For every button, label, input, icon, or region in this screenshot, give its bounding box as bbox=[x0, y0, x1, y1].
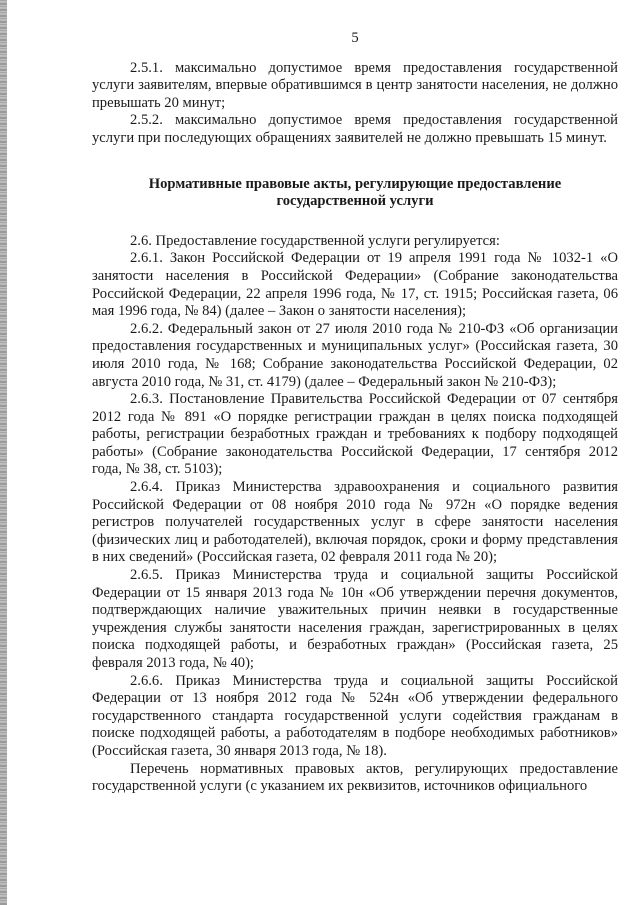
paragraph-2-6: 2.6. Предоставление государственной услуги регулируется: bbox=[130, 232, 500, 249]
paragraph-list-intro: Перечень нормативных правовых актов, регулирующих предоставление государственной услуги (с указанием их реквизитов, источников официального bbox=[92, 760, 618, 795]
paragraph-2-5-2: 2.5.2. максимально допустимое время предоставления государственной услуги при последующих обращениях заявителей не должно превышать 15 минут. bbox=[92, 112, 618, 146]
paragraph-2-6-1: 2.6.1. Закон Российской Федерации от 19 апреля 1991 года № 1032-1 «О занятости населения в Российской Федерации» (Собрание законодательства Российской Федерации, 22 апреля 1996 года, № 17, ст. 1915; Российская газета, 06 мая 1996 года, № 84) (далее – Закон о занятости населения); bbox=[92, 250, 618, 320]
paragraph-2-6-4: 2.6.4. Приказ Министерства здравоохранения и социального развития Российской Федерации от 08 ноября 2010 года № 972н «О порядке ведения регистров получателей государственных услуг в сфере занятости населения (физических лиц и работодателей), включая порядок, сроки и форму представления в них сведений» (Российская газета, 02 февраля 2011 года № 20); bbox=[92, 479, 618, 566]
paragraph-2-5-1: 2.5.1. максимально допустимое время предоставления государственной услуги заявителям, впервые обратившимся в центр занятости населения, не должно превышать 20 минут; bbox=[92, 59, 618, 111]
section-heading: Нормативные правовые акты, регулирующие предоставление государственной услуги bbox=[148, 175, 562, 210]
page-number: 5 bbox=[351, 30, 359, 46]
document-page bbox=[92, 30, 618, 796]
paragraph-2-6-2: 2.6.2. Федеральный закон от 27 июля 2010 года № 210-ФЗ «Об организации предоставления государственных и муниципальных услуг» (Российская газета, 30 июля 2010 года, № 168; Собрание законодательства Российской Федерации, 02 августа 2010 года, № 31, ст. 4179) (далее – Федеральный закон № 210-ФЗ); bbox=[92, 320, 618, 390]
scan-edge bbox=[0, 0, 7, 905]
paragraph-2-6-3: 2.6.3. Постановление Правительства Российской Федерации от 07 сентября 2012 года № 891 «О порядке регистрации граждан в целях поиска подходящей работы, регистрации безработных граждан и требованиях к подбору подходящей работы» (Собрание законодательства Российской Федерации, 17 сентября 2012 года, № 38, ст. 5103); bbox=[92, 391, 618, 478]
paragraph-2-6-5: 2.6.5. Приказ Министерства труда и социальной защиты Российской Федерации от 15 января 2013 года № 10н «Об утверждении перечня документов, подтверждающих наличие уважительных причин неявки в государственные учреждения службы занятости населения граждан, зарегистрированных в целях поиска подходящей работы, и безработных граждан» (Российская газета, 25 февраля 2013 года, № 40); bbox=[92, 567, 618, 671]
paragraph-2-6-6: 2.6.6. Приказ Министерства труда и социальной защиты Российской Федерации от 13 ноября 2012 года № 524н «Об утверждении федерального государственного стандарта государственной услуги содействия гражданам в поиске подходящей работы, а работодателям в подборе необходимых работников» (Российская газета, 30 января 2013 года, № 18). bbox=[92, 672, 618, 759]
